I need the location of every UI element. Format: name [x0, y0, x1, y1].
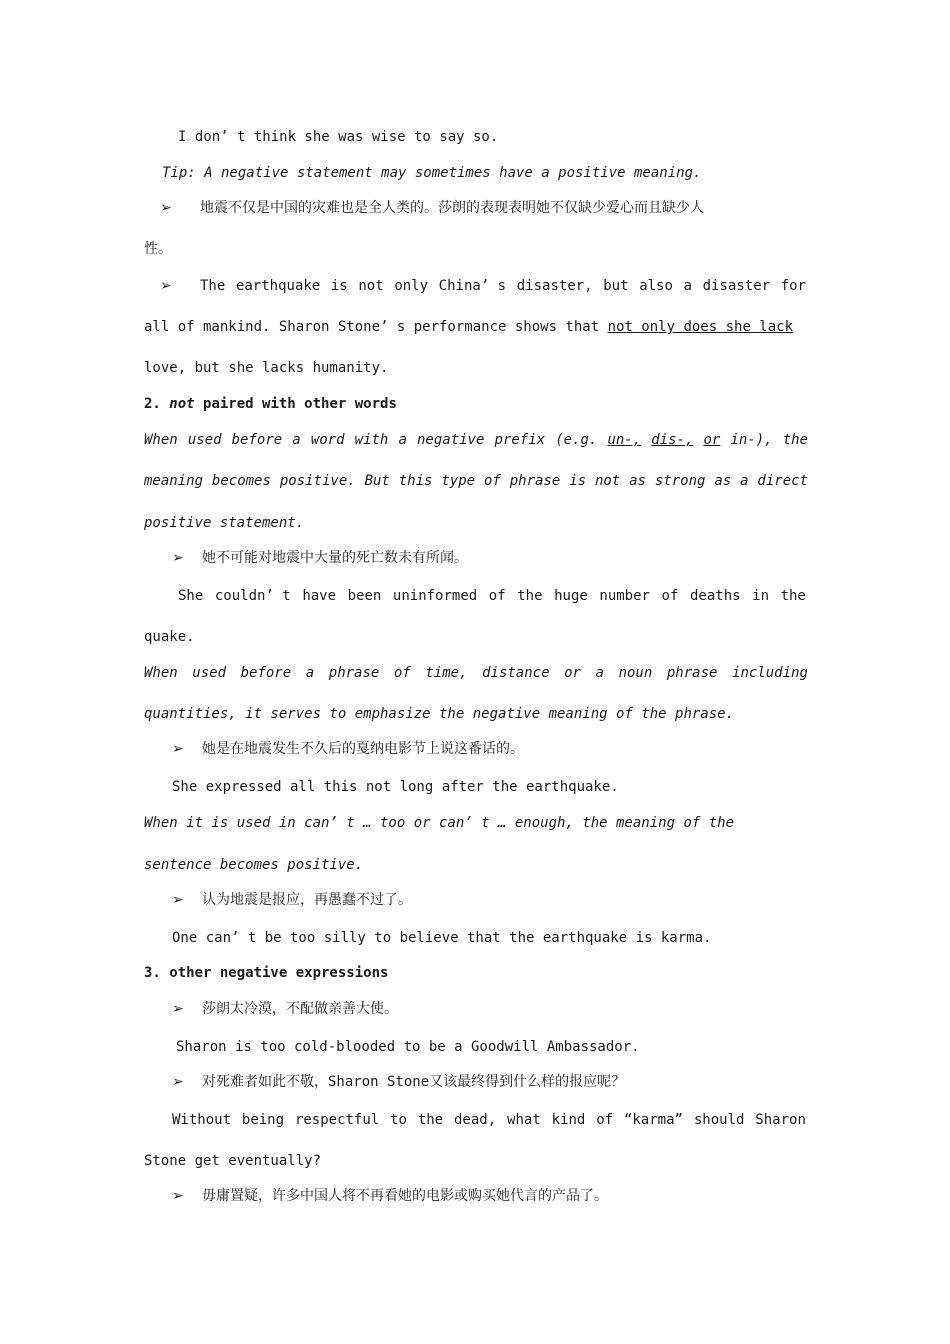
english-line: She expressed all this not long after the earthquake.: [172, 779, 619, 795]
arrow-bullet-icon: ➢: [172, 892, 184, 908]
english-line: Sharon is too cold-blooded to be a Goodwill Ambassador.: [176, 1039, 640, 1055]
underlined-phrase: not only does she lack: [607, 319, 794, 335]
chinese-text: 地震不仅是中国的灾难也是全人类的。莎朗的表现表明她不仅缺少爱心而且缺少人: [200, 200, 704, 216]
bullet-english-1: [160, 276, 806, 296]
arrow-bullet-icon: ➢: [172, 1074, 184, 1090]
arrow-bullet-icon: ➢: [160, 200, 172, 216]
bullet-chinese-1: [160, 198, 704, 218]
bullet-chinese-2: [172, 548, 468, 568]
arrow-bullet-icon: ➢: [172, 1188, 184, 1204]
english-line: all of mankind. Sharon Stone’ s performance shows that not only does she lack: [144, 319, 794, 335]
english-line: quake.: [144, 629, 195, 645]
rule-text: sentence becomes positive.: [144, 857, 364, 873]
bullet-chinese-6: [172, 1072, 625, 1092]
chinese-continuation: 性。: [144, 241, 172, 257]
section-heading-3: 3. other negative expressions: [144, 965, 389, 981]
example-sentence: I don’ t think she was wise to say so.: [178, 129, 499, 145]
justified-line: The earthquake is not only China’ s disaster, but also a disaster for: [200, 278, 806, 294]
chinese-text: 莎朗太冷漠，不配做亲善大使。: [202, 1001, 398, 1017]
tip-text: Tip: A negative statement may sometimes have a positive meaning.: [162, 165, 702, 181]
bullet-chinese-4: [172, 890, 412, 910]
english-line: love, but she lacks humanity.: [144, 360, 389, 376]
english-line: One can’ t be too silly to believe that the earthquake is karma.: [172, 930, 712, 946]
chinese-text: 认为地震是报应，再愚蠢不过了。: [202, 892, 412, 908]
chinese-text: 毋庸置疑，许多中国人将不再看她的电影或购买她代言的产品了。: [202, 1188, 608, 1204]
arrow-bullet-icon: ➢: [172, 550, 184, 566]
english-line: Stone get eventually?: [144, 1153, 322, 1169]
rule-text: quantities, it serves to emphasize the negative meaning of the phrase.: [144, 706, 735, 722]
section-heading-2: 2. not paired with other words: [144, 396, 397, 412]
chinese-text: 她不可能对地震中大量的死亡数未有所闻。: [202, 550, 468, 566]
arrow-bullet-icon: ➢: [160, 278, 172, 294]
rule-text: meaning becomes positive. But this type of phrase is not as strong as a direct: [144, 473, 808, 489]
english-line: She couldn’ t have been uninformed of the huge number of deaths in the: [178, 588, 806, 604]
rule-text: When used before a phrase of time, distance or a noun phrase including: [144, 665, 808, 681]
chinese-text: 对死难者如此不敬，Sharon Stone又该最终得到什么样的报应呢？: [202, 1074, 626, 1090]
arrow-bullet-icon: ➢: [172, 741, 184, 757]
rule-text: When it is used in can’ t … too or can’ t … enough, the meaning of the: [144, 815, 735, 831]
bullet-chinese-7: [172, 1186, 608, 1206]
arrow-bullet-icon: ➢: [172, 1001, 184, 1017]
rule-text: positive statement.: [144, 515, 305, 531]
bullet-chinese-3: [172, 739, 524, 759]
rule-text: When used before a word with a negative prefix (e.g. un-, dis-, or in-), the: [144, 432, 808, 448]
english-line: Without being respectful to the dead, what kind of “karma” should Sharon: [172, 1112, 806, 1128]
bullet-chinese-5: [172, 999, 398, 1019]
chinese-text: 她是在地震发生不久后的戛纳电影节上说这番话的。: [202, 741, 524, 757]
